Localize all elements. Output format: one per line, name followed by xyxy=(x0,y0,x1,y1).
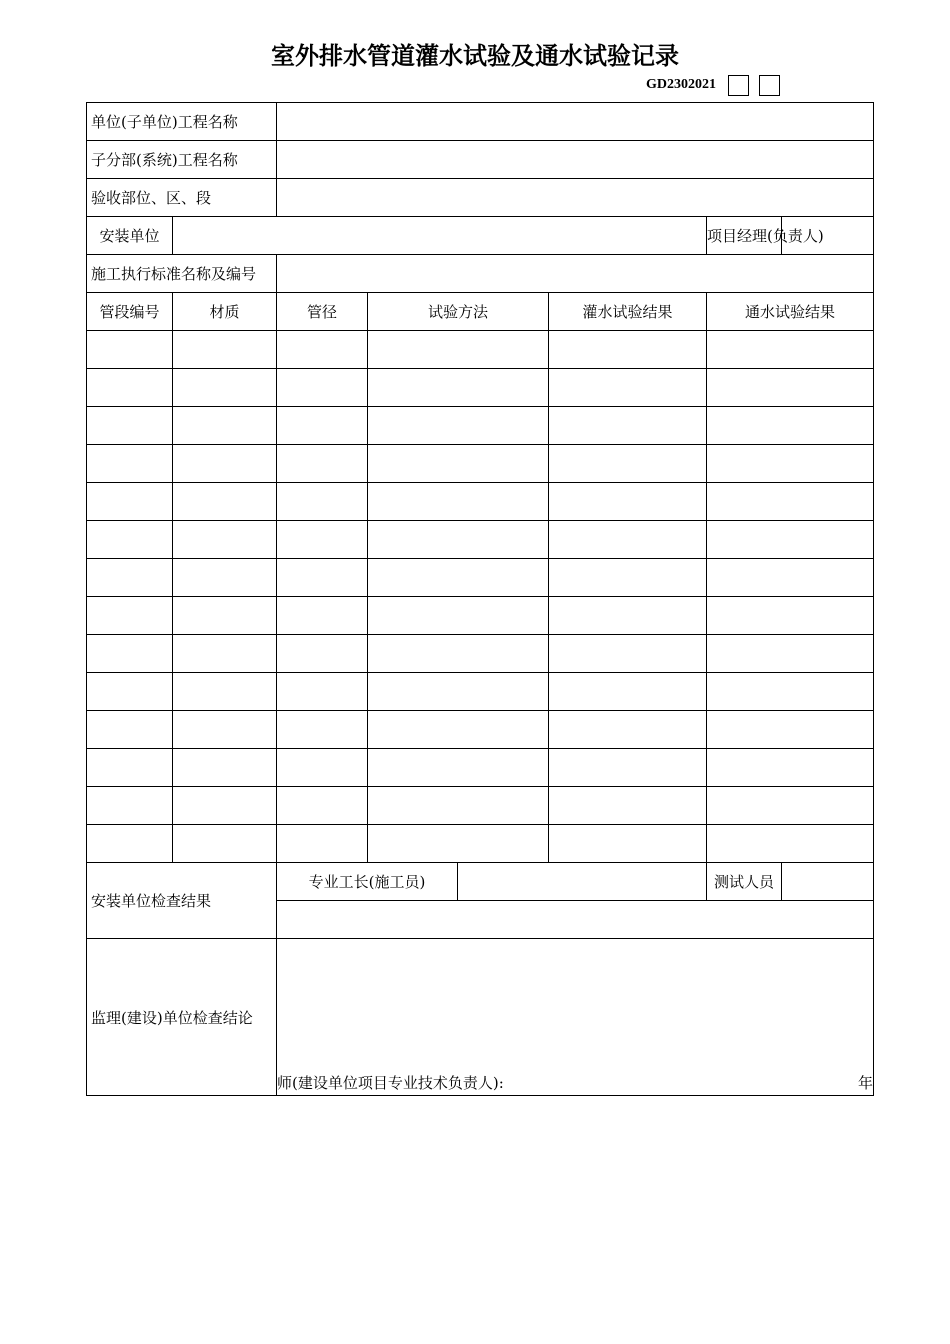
table-cell[interactable] xyxy=(549,369,707,407)
supervision-label: 监理(建设)单位检查结论 xyxy=(87,939,277,1096)
table-cell[interactable] xyxy=(707,521,874,559)
table-cell[interactable] xyxy=(549,787,707,825)
table-cell[interactable] xyxy=(173,331,277,369)
table-row xyxy=(87,445,874,483)
table-cell[interactable] xyxy=(87,407,173,445)
table-row xyxy=(87,407,874,445)
table-cell[interactable] xyxy=(707,369,874,407)
table-cell[interactable] xyxy=(277,369,368,407)
table-cell[interactable] xyxy=(549,559,707,597)
table-cell[interactable] xyxy=(707,331,874,369)
table-cell[interactable] xyxy=(87,635,173,673)
table-cell[interactable] xyxy=(277,635,368,673)
table-cell[interactable] xyxy=(549,407,707,445)
table-row xyxy=(87,673,874,711)
table-cell[interactable] xyxy=(173,673,277,711)
col-header-water-flow-result: 通水试验结果 xyxy=(707,293,874,331)
tester-label: 测试人员 xyxy=(707,863,782,901)
table-cell[interactable] xyxy=(277,483,368,521)
table-cell[interactable] xyxy=(173,407,277,445)
table-cell[interactable] xyxy=(368,635,549,673)
table-row xyxy=(87,787,874,825)
table-cell[interactable] xyxy=(277,407,368,445)
project-manager-label: 项目经理(负责人) xyxy=(707,217,782,255)
table-cell[interactable] xyxy=(87,483,173,521)
install-check-label: 安装单位检查结果 xyxy=(87,863,277,939)
table-cell[interactable] xyxy=(277,559,368,597)
table-cell[interactable] xyxy=(277,445,368,483)
table-cell[interactable] xyxy=(173,597,277,635)
table-cell[interactable] xyxy=(707,635,874,673)
table-cell[interactable] xyxy=(549,597,707,635)
table-cell[interactable] xyxy=(368,521,549,559)
table-cell[interactable] xyxy=(277,521,368,559)
table-cell[interactable] xyxy=(707,825,874,863)
table-row xyxy=(87,635,874,673)
signature-note: 师(建设单位项目专业技术负责人): xyxy=(277,1074,504,1092)
table-cell[interactable] xyxy=(549,331,707,369)
table-cell[interactable] xyxy=(87,825,173,863)
foreman-label: 专业工长(施工员) xyxy=(277,863,458,901)
table-row xyxy=(87,483,874,521)
install-unit-field[interactable] xyxy=(173,217,707,255)
table-cell[interactable] xyxy=(707,749,874,787)
table-cell[interactable] xyxy=(549,711,707,749)
table-cell[interactable] xyxy=(368,445,549,483)
table-cell[interactable] xyxy=(368,787,549,825)
table-cell[interactable] xyxy=(173,787,277,825)
table-cell[interactable] xyxy=(173,445,277,483)
table-cell[interactable] xyxy=(173,559,277,597)
table-cell[interactable] xyxy=(549,635,707,673)
table-row xyxy=(87,711,874,749)
table-cell[interactable] xyxy=(368,749,549,787)
table-cell[interactable] xyxy=(173,749,277,787)
install-check-result-field[interactable] xyxy=(277,901,874,939)
foreman-field[interactable] xyxy=(458,863,707,901)
checkbox-1[interactable] xyxy=(728,75,749,96)
table-row xyxy=(87,331,874,369)
table-cell[interactable] xyxy=(277,597,368,635)
table-row xyxy=(87,825,874,863)
table-cell[interactable] xyxy=(549,445,707,483)
table-cell[interactable] xyxy=(549,825,707,863)
table-cell[interactable] xyxy=(277,787,368,825)
unit-project-name-label: 单位(子单位)工程名称 xyxy=(87,103,277,141)
table-cell[interactable] xyxy=(87,559,173,597)
table-cell[interactable] xyxy=(707,673,874,711)
page-title: 室外排水管道灌水试验及通水试验记录 xyxy=(271,41,679,70)
table-cell[interactable] xyxy=(368,407,549,445)
col-header-diameter: 管径 xyxy=(277,293,368,331)
table-cell[interactable] xyxy=(707,559,874,597)
sub-project-name-field[interactable] xyxy=(277,141,874,179)
table-cell[interactable] xyxy=(707,787,874,825)
table-cell[interactable] xyxy=(87,673,173,711)
table-row xyxy=(87,597,874,635)
form-code: GD2302021 xyxy=(646,77,716,92)
table-row xyxy=(87,369,874,407)
table-cell[interactable] xyxy=(707,711,874,749)
table-cell[interactable] xyxy=(87,787,173,825)
table-cell[interactable] xyxy=(173,825,277,863)
sub-project-name-label: 子分部(系统)工程名称 xyxy=(87,141,277,179)
table-cell[interactable] xyxy=(87,445,173,483)
year-label: 年 xyxy=(858,1074,874,1092)
table-cell[interactable] xyxy=(368,825,549,863)
table-cell[interactable] xyxy=(277,331,368,369)
supervision-conclusion-field[interactable] xyxy=(277,939,874,1096)
table-cell[interactable] xyxy=(87,521,173,559)
col-header-water-fill-result: 灌水试验结果 xyxy=(549,293,707,331)
table-cell[interactable] xyxy=(368,597,549,635)
table-cell[interactable] xyxy=(173,483,277,521)
table-cell[interactable] xyxy=(707,597,874,635)
col-header-test-method: 试验方法 xyxy=(368,293,549,331)
tester-field[interactable] xyxy=(782,863,874,901)
table-cell[interactable] xyxy=(277,711,368,749)
table-cell[interactable] xyxy=(707,483,874,521)
unit-project-name-field[interactable] xyxy=(277,103,874,141)
table-cell[interactable] xyxy=(173,711,277,749)
table-cell[interactable] xyxy=(277,673,368,711)
table-cell[interactable] xyxy=(549,521,707,559)
table-row xyxy=(87,749,874,787)
table-cell[interactable] xyxy=(368,331,549,369)
table-cell[interactable] xyxy=(368,673,549,711)
col-header-segment-no: 管段编号 xyxy=(87,293,173,331)
table-cell[interactable] xyxy=(87,711,173,749)
table-cell[interactable] xyxy=(368,483,549,521)
standard-name-label: 施工执行标准名称及编号 xyxy=(87,255,277,293)
table-cell[interactable] xyxy=(87,597,173,635)
acceptance-part-label: 验收部位、区、段 xyxy=(87,179,277,217)
record-form xyxy=(86,102,874,1096)
install-unit-label: 安装单位 xyxy=(87,217,173,255)
table-cell[interactable] xyxy=(368,559,549,597)
table-row xyxy=(87,521,874,559)
checkbox-2[interactable] xyxy=(759,75,780,96)
table-cell[interactable] xyxy=(549,749,707,787)
table-cell[interactable] xyxy=(368,369,549,407)
standard-name-field[interactable] xyxy=(277,255,874,293)
table-cell[interactable] xyxy=(173,369,277,407)
table-cell[interactable] xyxy=(87,331,173,369)
table-row xyxy=(87,559,874,597)
table-cell[interactable] xyxy=(173,521,277,559)
table-cell[interactable] xyxy=(707,407,874,445)
table-cell[interactable] xyxy=(173,635,277,673)
table-cell[interactable] xyxy=(707,445,874,483)
table-cell[interactable] xyxy=(87,749,173,787)
table-cell[interactable] xyxy=(277,749,368,787)
table-cell[interactable] xyxy=(549,673,707,711)
table-cell[interactable] xyxy=(87,369,173,407)
acceptance-part-field[interactable] xyxy=(277,179,874,217)
table-cell[interactable] xyxy=(368,711,549,749)
table-cell[interactable] xyxy=(277,825,368,863)
col-header-material: 材质 xyxy=(173,293,277,331)
table-cell[interactable] xyxy=(549,483,707,521)
